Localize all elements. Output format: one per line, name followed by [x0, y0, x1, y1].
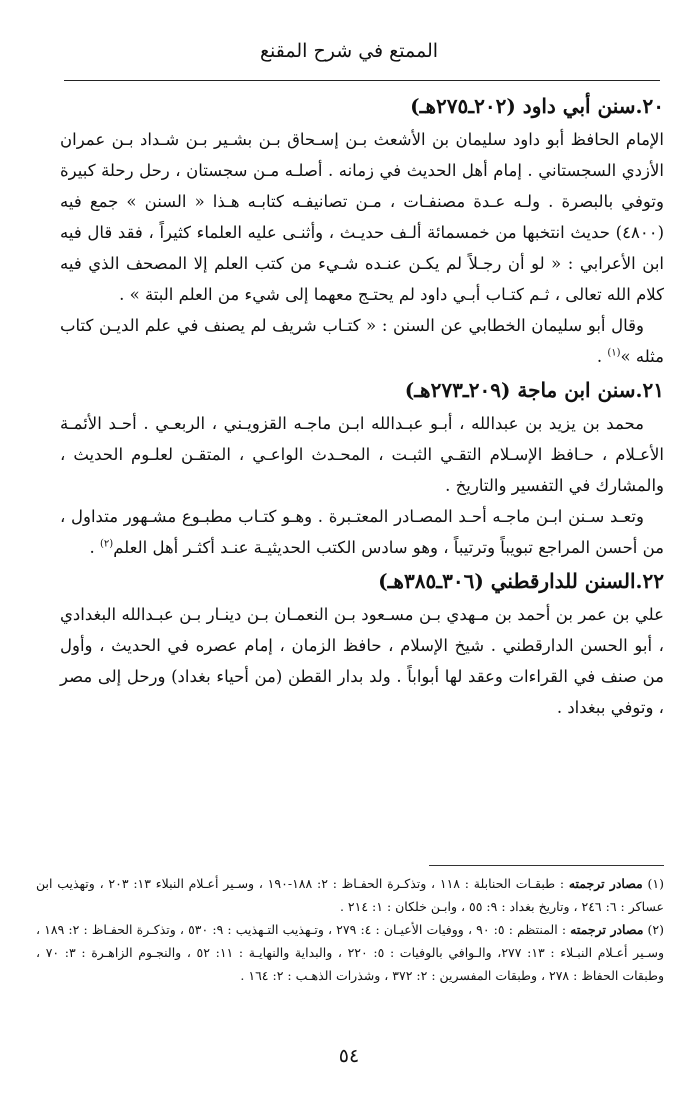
main-text [60, 88, 664, 723]
footnote-ref[interactable]: (٢) [100, 538, 114, 550]
footnote: (١) مصادر ترجمته : طبقـات الحنابلة : ١١٨ ، وتذكـرة الحفـاظ : ٢: ١٨٨-١٩٠ ، وسـير أعـلام النبلاء ١٣: ٢٠٣ ، وتهذيب ابن عساكر : ٦: ٢٤٦ ، وتاريخ بغداد : ٩: ٥٥ ، وابـن خلكان : ١: ٢١٤ . [36, 876, 665, 914]
header-divider [64, 80, 660, 81]
footnotes [36, 872, 664, 987]
entry-title-abu-dawud: ٢٠.سنن أبي داود (٢٠٢ـ٢٧٥هـ) [410, 94, 664, 118]
entry-title-daraqutni: ٢٢.السنن للدارقطني (٣٠٦ـ٣٨٥هـ) [378, 569, 664, 593]
paragraph: محمد بن يزيد بن عبدالله ، أبـو عبـدالله ابـن ماجـه القزويـني ، الربعـي . أحـد الأئمـة الأعـلام ، حـافظ الإسـلام التقـي الثبـت ، المحـدث الواعـي ، المتقـن لعلـوم الحديث ، والمشارك في التفسير والتاريخ . [60, 414, 664, 495]
paragraph: علي بن عمر بن أحمد بن مـهدي بـن مسـعود بـن النعمـان بـن دينـار بـن عبـدالله البغدادي ، أبو الحسن الدارقطني . شيخ الإسلام ، حافظ الزمان ، إمام عصره في الحديث ، وأول من صنف في القراءات وعقد لها أبواباً . ولد بدار القطن (من أحياء بغداد) ورحل إلى مصر ، وتوفي ببغداد . [60, 605, 664, 717]
footnote: (٢) مصادر ترجمته : المنتظم : ٥: ٩٠ ، ووفيات الأعيـان : ٤: ٢٧٩ ، وتـهذيب التـهذيب : ٩: ٥٣٠ ، وتذكـرة الحفـاظ : ٢: ١٨٩ ، وسـير أعـلام النبـلاء : ١٣: ٢٧٧، والـوافي بالوفيات : ٥: ٢٢٠ ، والبداية والنهايـة : ١١: ٥٢ ، والنجـوم الزاهـرة : ٣: ٧٠ ، وطبقات الحفاظ : ٢٧٨ ، وطبقات المفسرين : ٢: ٣٧٢ ، وشذرات الذهـب : ٢: ١٦٤ . [36, 922, 665, 983]
running-header: الممتع في شرح المقنع [259, 40, 439, 62]
paragraph: وتعـد سـنن ابـن ماجـه أحـد المصـادر المعتـبرة . وهـو كتـاب مطبـوع مشـهور متداول ، من أحسن المراجع تبويباً وترتيباً ، وهو سادس الكتب الحديثيـة عنـد أكثـر أهل العلم$^{(٢)}$ . [60, 507, 664, 557]
page-number: ٥٤ [338, 1045, 360, 1067]
paragraph: الإمام الحافظ أبو داود سليمان بن الأشعث بـن إسـحاق بـن بشـير بـن شـداد بـن عمران الأزدي السجستاني . إمام أهل الحديث في زمانه . أصلـه مـن سجستان ، رحل رحلة كبيرة وتوفي بالبصرة . ولـه عـدة مصنفـات ، مـن تصانيفـه كتابـه هـذا « السنن » جمع فيه (٤٨٠٠) حديث انتخبها من خمسمائة ألـف حديـث ، وأثنـى عليه العلماء كثيراً ، فقد قال فيه ابن الأعرابي : « لو أن رجـلاً لم يكـن عنـده شـيء من كتب العلم إلا المصحف الذي فيه كلام الله تعالى ، ثـم كتـاب أبـي داود لم يحتـج معهما إلى شيء من العلم البتة » . [60, 130, 664, 304]
paragraph: وقال أبو سليمان الخطابي عن السنن : « كتـاب شريف لم يصنف في علم الديـن كتاب مثله »$^{(١)}$ . [60, 316, 664, 366]
entry-title-ibn-majah: ٢١.سنن ابن ماجة (٢٠٩ـ٢٧٣هـ) [404, 378, 664, 402]
footnote-ref[interactable]: (١) [607, 347, 621, 359]
footnote-divider [429, 865, 664, 866]
